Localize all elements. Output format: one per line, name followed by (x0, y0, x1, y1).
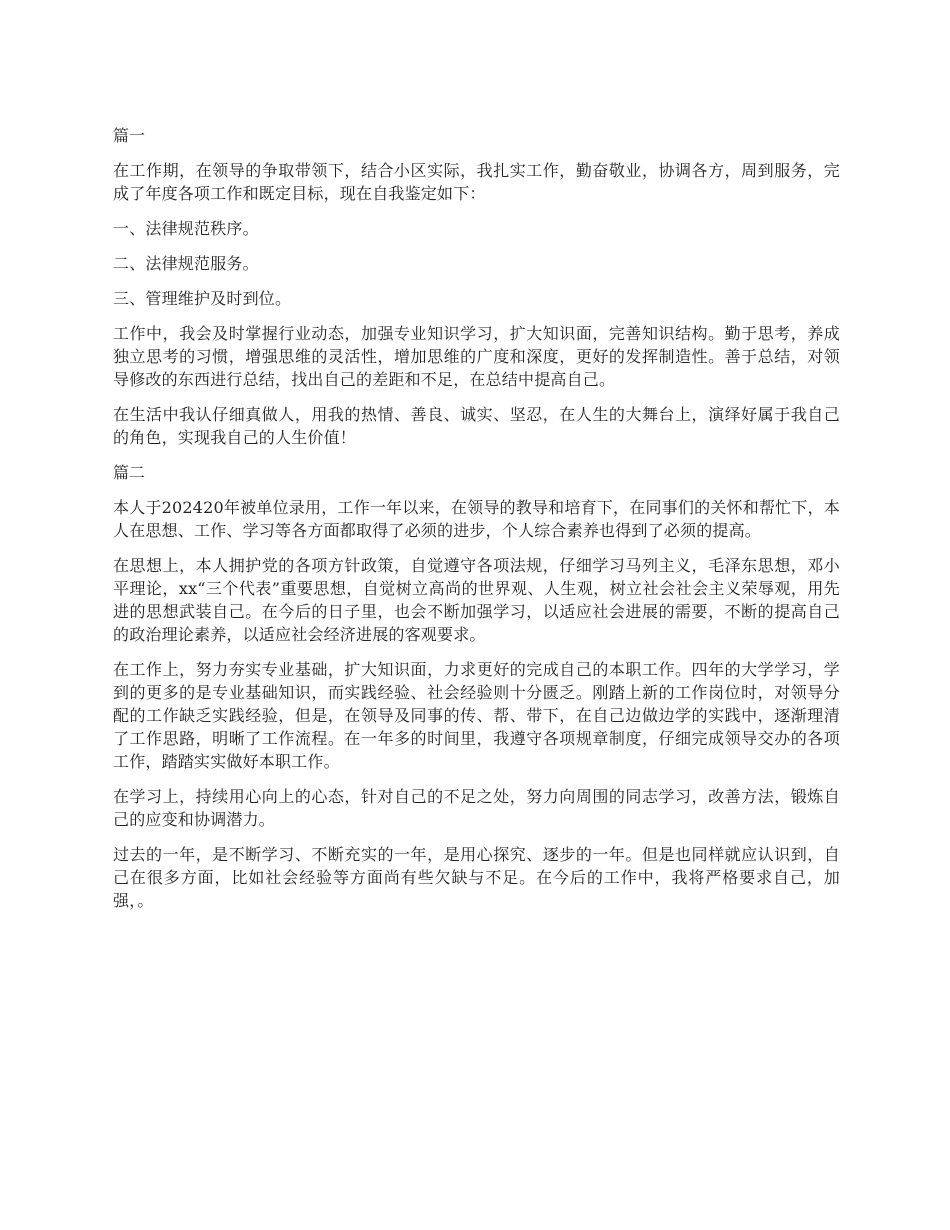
list-item: 一、法律规范秩序。 (113, 219, 259, 238)
paragraph: 在学习上，持续用心向上的心态，针对自己的不足之处，努力向周围的同志学习，改善方法，锻炼自己的应变和协调潜力。 (113, 787, 840, 829)
section-heading-2: 篇二 (113, 463, 146, 482)
paragraph: 工作中，我会及时掌握行业动态，加强专业知识学习，扩大知识面，完善知识结构。勤于思考，养成独立思考的习惯，增强思维的灵活性，增加思维的广度和深度，更好的发挥制造性。善于总结，对领导修改的东西进行总结，找出自己的差距和不足，在总结中提高自己。 (113, 324, 840, 389)
paragraph: 本人于202420年被单位录用，工作一年以来，在领导的教导和培育下，在同事们的关怀和帮忙下，本人在思想、工作、学习等各方面都取得了必须的进步，个人综合素养也得到了必须的提高。 (113, 498, 840, 540)
list-item: 二、法律规范服务。 (113, 254, 259, 273)
paragraph: 在工作上，努力夯实专业基础，扩大知识面，力求更好的完成自己的本职工作。四年的大学学习，学到的更多的是专业基础知识，而实践经验、社会经验则十分匮乏。刚踏上新的工作岗位时，对领导分配的工作缺乏实践经验，但是，在领导及同事的传、帮、带下，在自己边做边学的实践中，逐渐理清了工作思路，明晰了工作流程。在一年多的时间里，我遵守各项规章制度，仔细完成领导交办的各项工作，踏踏实实做好本职工作。 (113, 660, 840, 771)
list-item: 三、管理维护及时到位。 (113, 289, 292, 308)
paragraph: 在思想上，本人拥护党的各项方针政策，自觉遵守各项法规，仔细学习马列主义，毛泽东思想，邓小平理论，xx“三个代表”重要思想，自觉树立高尚的世界观、人生观，树立社会社会主义荣辱观，用先进的思想武装自己。在今后的日子里，也会不断加强学习，以适应社会进展的需要，不断的提高自己的政治理论素养，以适应社会经济进展的客观要求。 (113, 556, 840, 644)
document-body (113, 124, 840, 924)
section-heading-1: 篇一 (113, 126, 146, 145)
paragraph: 过去的一年，是不断学习、不断充实的一年，是用心探究、逐步的一年。但是也同样就应认识到，自己在很多方面，比如社会经验等方面尚有些欠缺与不足。在今后的工作中，我将严格要求自己，加强，。 (113, 845, 840, 910)
paragraph: 在生活中我认仔细真做人，用我的热情、善良、诚实、坚忍，在人生的大舞台上，演绎好属于我自己的角色，实现我自己的人生价值！ (113, 405, 840, 447)
paragraph: 在工作期，在领导的争取带领下，结合小区实际，我扎实工作，勤奋敬业，协调各方，周到服务，完成了年度各项工作和既定目标，现在自我鉴定如下： (113, 161, 840, 203)
